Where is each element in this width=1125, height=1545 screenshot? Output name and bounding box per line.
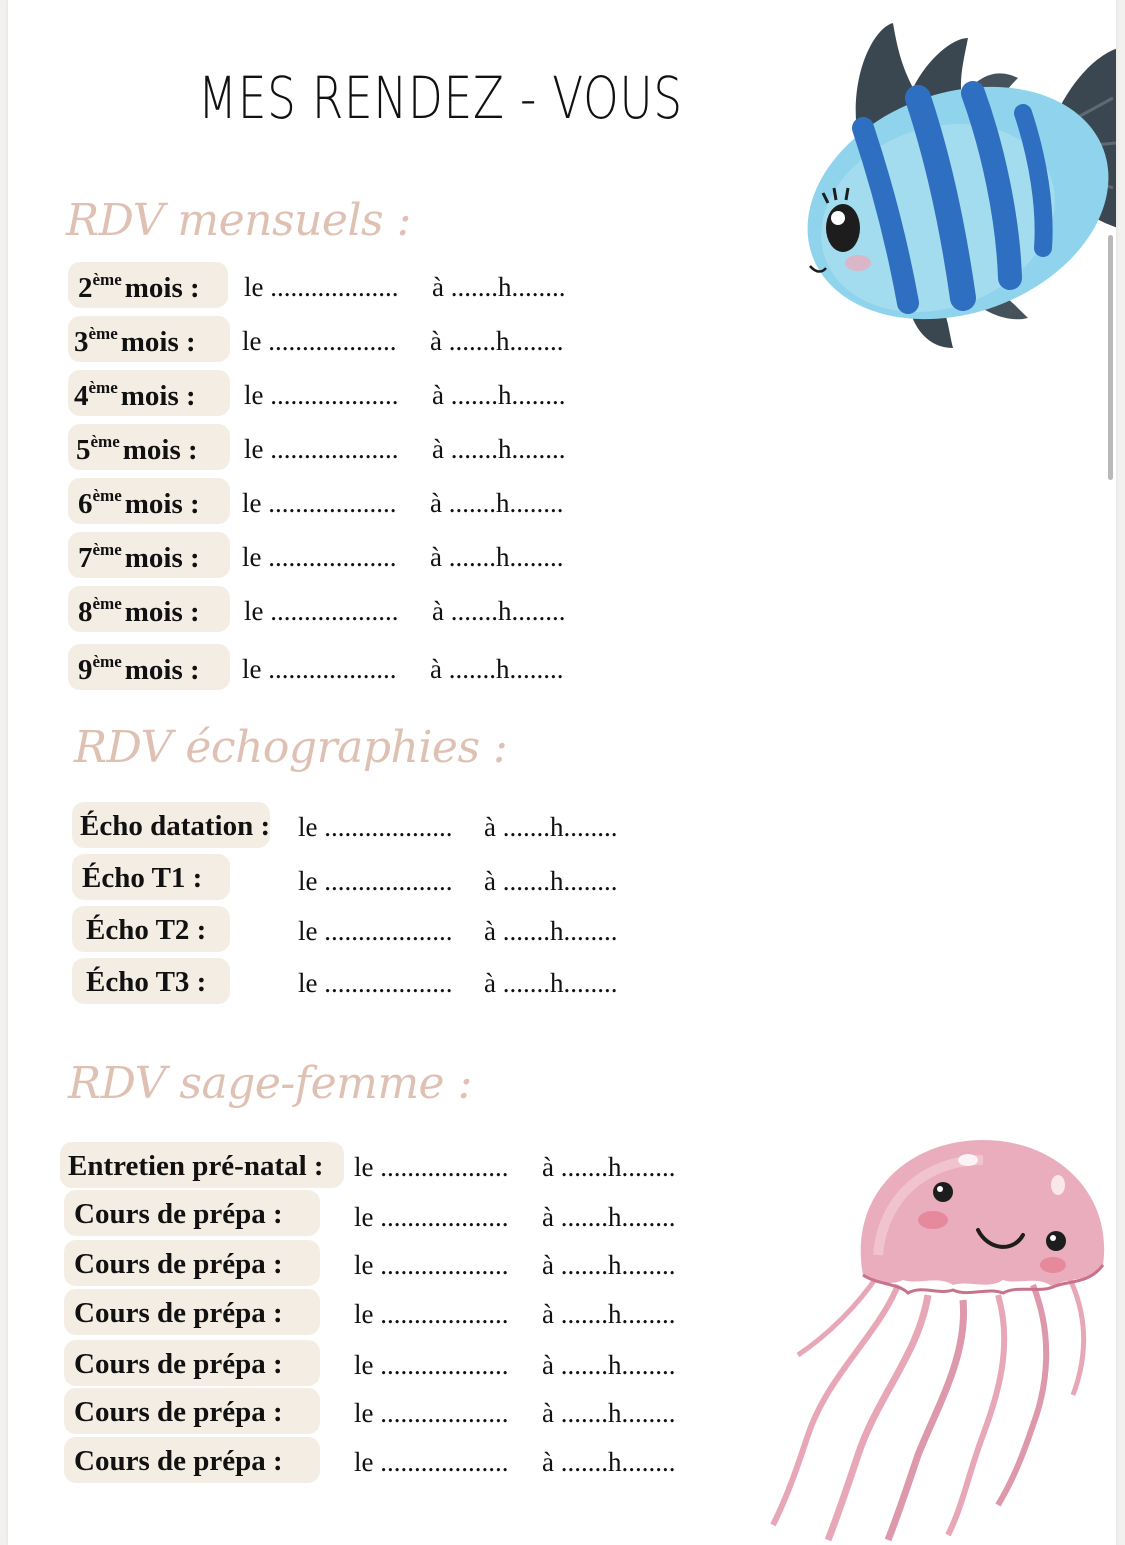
time-blank[interactable]: à .......h........ [430,326,564,356]
time-blank[interactable]: à .......h........ [542,1299,676,1329]
date-blank[interactable]: le ................... [244,272,399,302]
time-blank[interactable]: à .......h........ [542,1350,676,1380]
date-blank[interactable]: le ................... [242,654,397,684]
date-blank[interactable]: le ................... [244,596,399,626]
date-blank[interactable]: le ................... [354,1152,509,1182]
date-blank[interactable]: le ................... [242,542,397,572]
time-blank[interactable]: à .......h........ [432,596,566,626]
date-blank[interactable]: le ................... [298,812,453,842]
time-blank[interactable]: à .......h........ [484,812,618,842]
date-blank[interactable]: le ................... [298,916,453,946]
date-blank[interactable]: le ................... [242,488,397,518]
date-blank[interactable]: le ................... [354,1447,509,1477]
time-blank[interactable]: à .......h........ [542,1447,676,1477]
time-blank[interactable]: à .......h........ [542,1202,676,1232]
time-blank[interactable]: à .......h........ [432,434,566,464]
time-blank[interactable]: à .......h........ [484,866,618,896]
date-blank[interactable]: le ................... [242,326,397,356]
date-blank[interactable]: le ................... [354,1250,509,1280]
date-blank[interactable]: le ................... [298,866,453,896]
section-title-mensuels: RDV mensuels : [66,195,411,246]
time-blank[interactable]: à .......h........ [432,380,566,410]
time-blank[interactable]: à .......h........ [430,542,564,572]
section-title-sage-femme: RDV sage-femme : [68,1058,472,1109]
jellyfish-icon [768,1135,1113,1545]
fish-icon [788,18,1116,358]
time-blank[interactable]: à .......h........ [430,654,564,684]
date-blank[interactable]: le ................... [354,1398,509,1428]
date-blank[interactable]: le ................... [298,968,453,998]
time-blank[interactable]: à .......h........ [542,1152,676,1182]
page-title: MES RENDEZ - VOUS [198,64,683,132]
section-title-echographies: RDV échographies : [74,722,508,773]
vertical-scrollbar[interactable] [1108,235,1113,480]
time-blank[interactable]: à .......h........ [484,968,618,998]
date-blank[interactable]: le ................... [244,380,399,410]
time-blank[interactable]: à .......h........ [432,272,566,302]
time-blank[interactable]: à .......h........ [430,488,564,518]
date-blank[interactable]: le ................... [354,1202,509,1232]
date-blank[interactable]: le ................... [354,1350,509,1380]
date-blank[interactable]: le ................... [244,434,399,464]
date-blank[interactable]: le ................... [354,1299,509,1329]
document-page: MES RENDEZ - VOUS RDV mensuels : 2ème mois : le ................... à .......h........ 3ème mois : le ................... à .......h........ 4ème mois : le ................... à .......h........ 5ème mois : le ................... à .......h........ 6ème mois : le ................... à .......h........ 7ème mois : le ................... à .......h........ 8ème mois : le ................... à .......h........ 9ème mois : le ................... à .......h........ RDV échographies : Écho datation : le ................... à .......h........ Écho T1 : le ................... à .......h........ Écho T2 : le ................... à .......h........ Écho T3 : le ................... à .......h........ RDV sage-femme : Entretien pré-natal : le ................... à .......h........ Cours de prépa : le ................... à .......h........ Cours de prépa : le ................... à .......h........ Cours de prépa : le ................... à .......h........ Cours de prépa : le ................... à .......h........ Cours de prépa : le ................... à .......h........ Cours de prépa : le ................... à .......h........ [8,0,1116,1545]
time-blank[interactable]: à .......h........ [484,916,618,946]
time-blank[interactable]: à .......h........ [542,1398,676,1428]
time-blank[interactable]: à .......h........ [542,1250,676,1280]
